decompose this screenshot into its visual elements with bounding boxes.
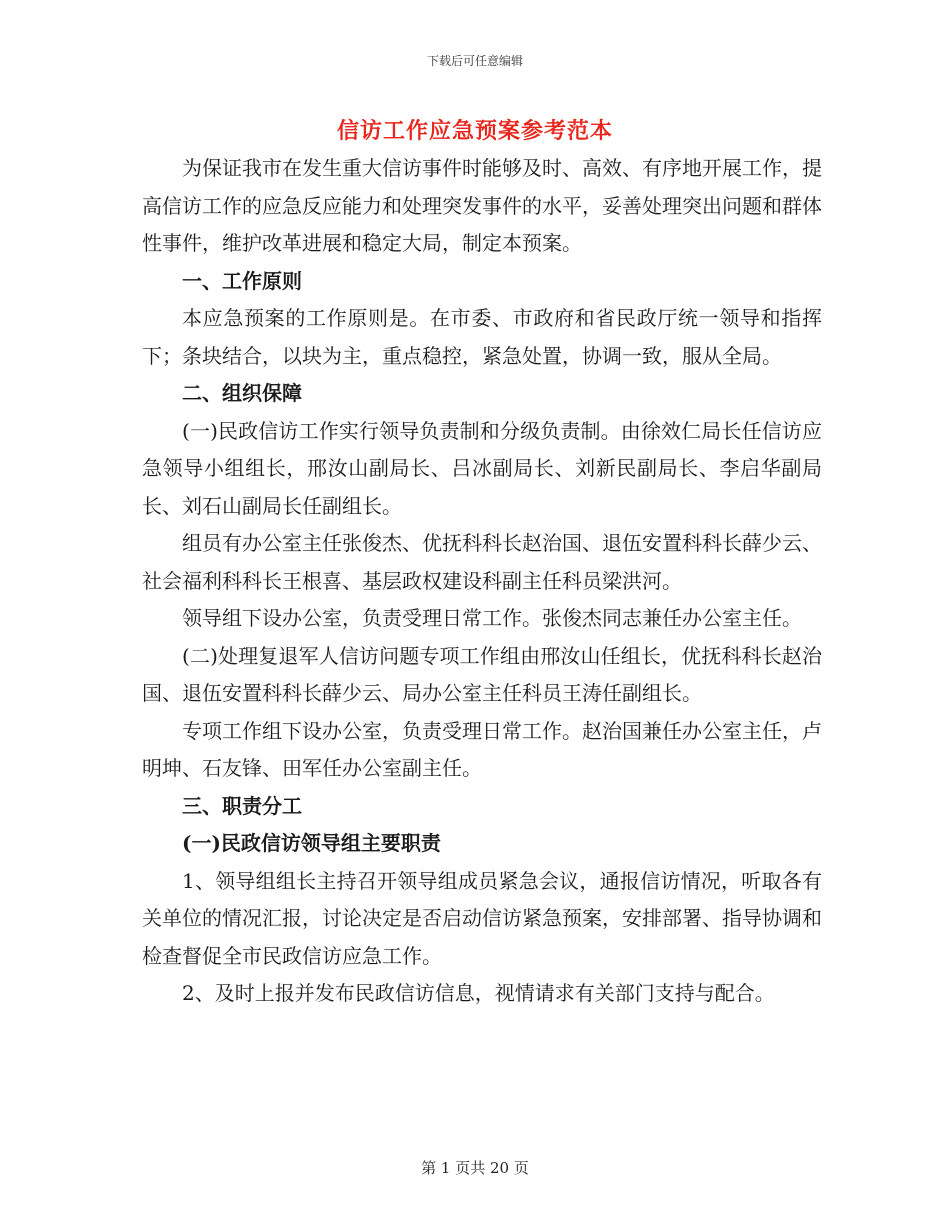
- subsection-heading-leadership-duties: (一)民政信访领导组主要职责: [182, 831, 441, 855]
- organization-paragraph-1: (一)民政信访工作实行领导负责制和分级负责制。由徐效仁局长任信访应急领导小组组长，邢汝山副局长、吕冰副局长、刘新民副局长、李启华副局长、刘石山副局长任副组长。: [142, 418, 822, 518]
- page-number-footer: 第 1 页共 20 页: [421, 1159, 529, 1177]
- section-heading-principles: 一、工作原则: [182, 268, 302, 293]
- section-heading-duties: 三、职责分工: [182, 793, 302, 818]
- intro-paragraph: 为保证我市在发生重大信访事件时能够及时、高效、有序地开展工作，提高信访工作的应急反应能力和处理突发事件的水平，妥善处理突出问题和群体性事件，维护改革进展和稳定大局，制定本预案。: [142, 156, 822, 255]
- duties-paragraph-2: 2、及时上报并发布民政信访信息，视情请求有关部门支持与配合。: [182, 981, 775, 1005]
- duties-paragraph-1: 1、领导组组长主持召开领导组成员紧急会议，通报信访情况，听取各有关单位的情况汇报，讨论决定是否启动信访紧急预案，安排部署、指导协调和检查督促全市民政信访应急工作。: [142, 868, 822, 968]
- organization-paragraph-4: (二)处理复退军人信访问题专项工作组由邢汝山任组长，优抚科科长赵治国、退伍安置科科长薛少云、局办公室主任科员王涛任副组长。: [142, 643, 822, 705]
- page-header-note: 下载后可任意编辑: [426, 54, 523, 68]
- organization-paragraph-5: 专项工作组下设办公室，负责受理日常工作。赵治国兼任办公室主任，卢明坤、石友锋、田军任办公室副主任。: [142, 718, 822, 780]
- organization-paragraph-3: 领导组下设办公室，负责受理日常工作。张俊杰同志兼任办公室主任。: [182, 606, 802, 630]
- document-title: 信访工作应急预案参考范本: [336, 118, 613, 144]
- principles-paragraph: 本应急预案的工作原则是。在市委、市政府和省民政厅统一领导和指挥下；条块结合，以块为主，重点稳控，紧急处置，协调一致，服从全局。: [142, 306, 822, 368]
- document-body: [142, 150, 822, 1013]
- section-heading-organization: 二、组织保障: [182, 381, 302, 405]
- organization-paragraph-2: 组员有办公室主任张俊杰、优抚科科长赵治国、退伍安置科科长薛少云、社会福利科科长王根喜、基层政权建设科副主任科员梁洪河。: [142, 531, 822, 593]
